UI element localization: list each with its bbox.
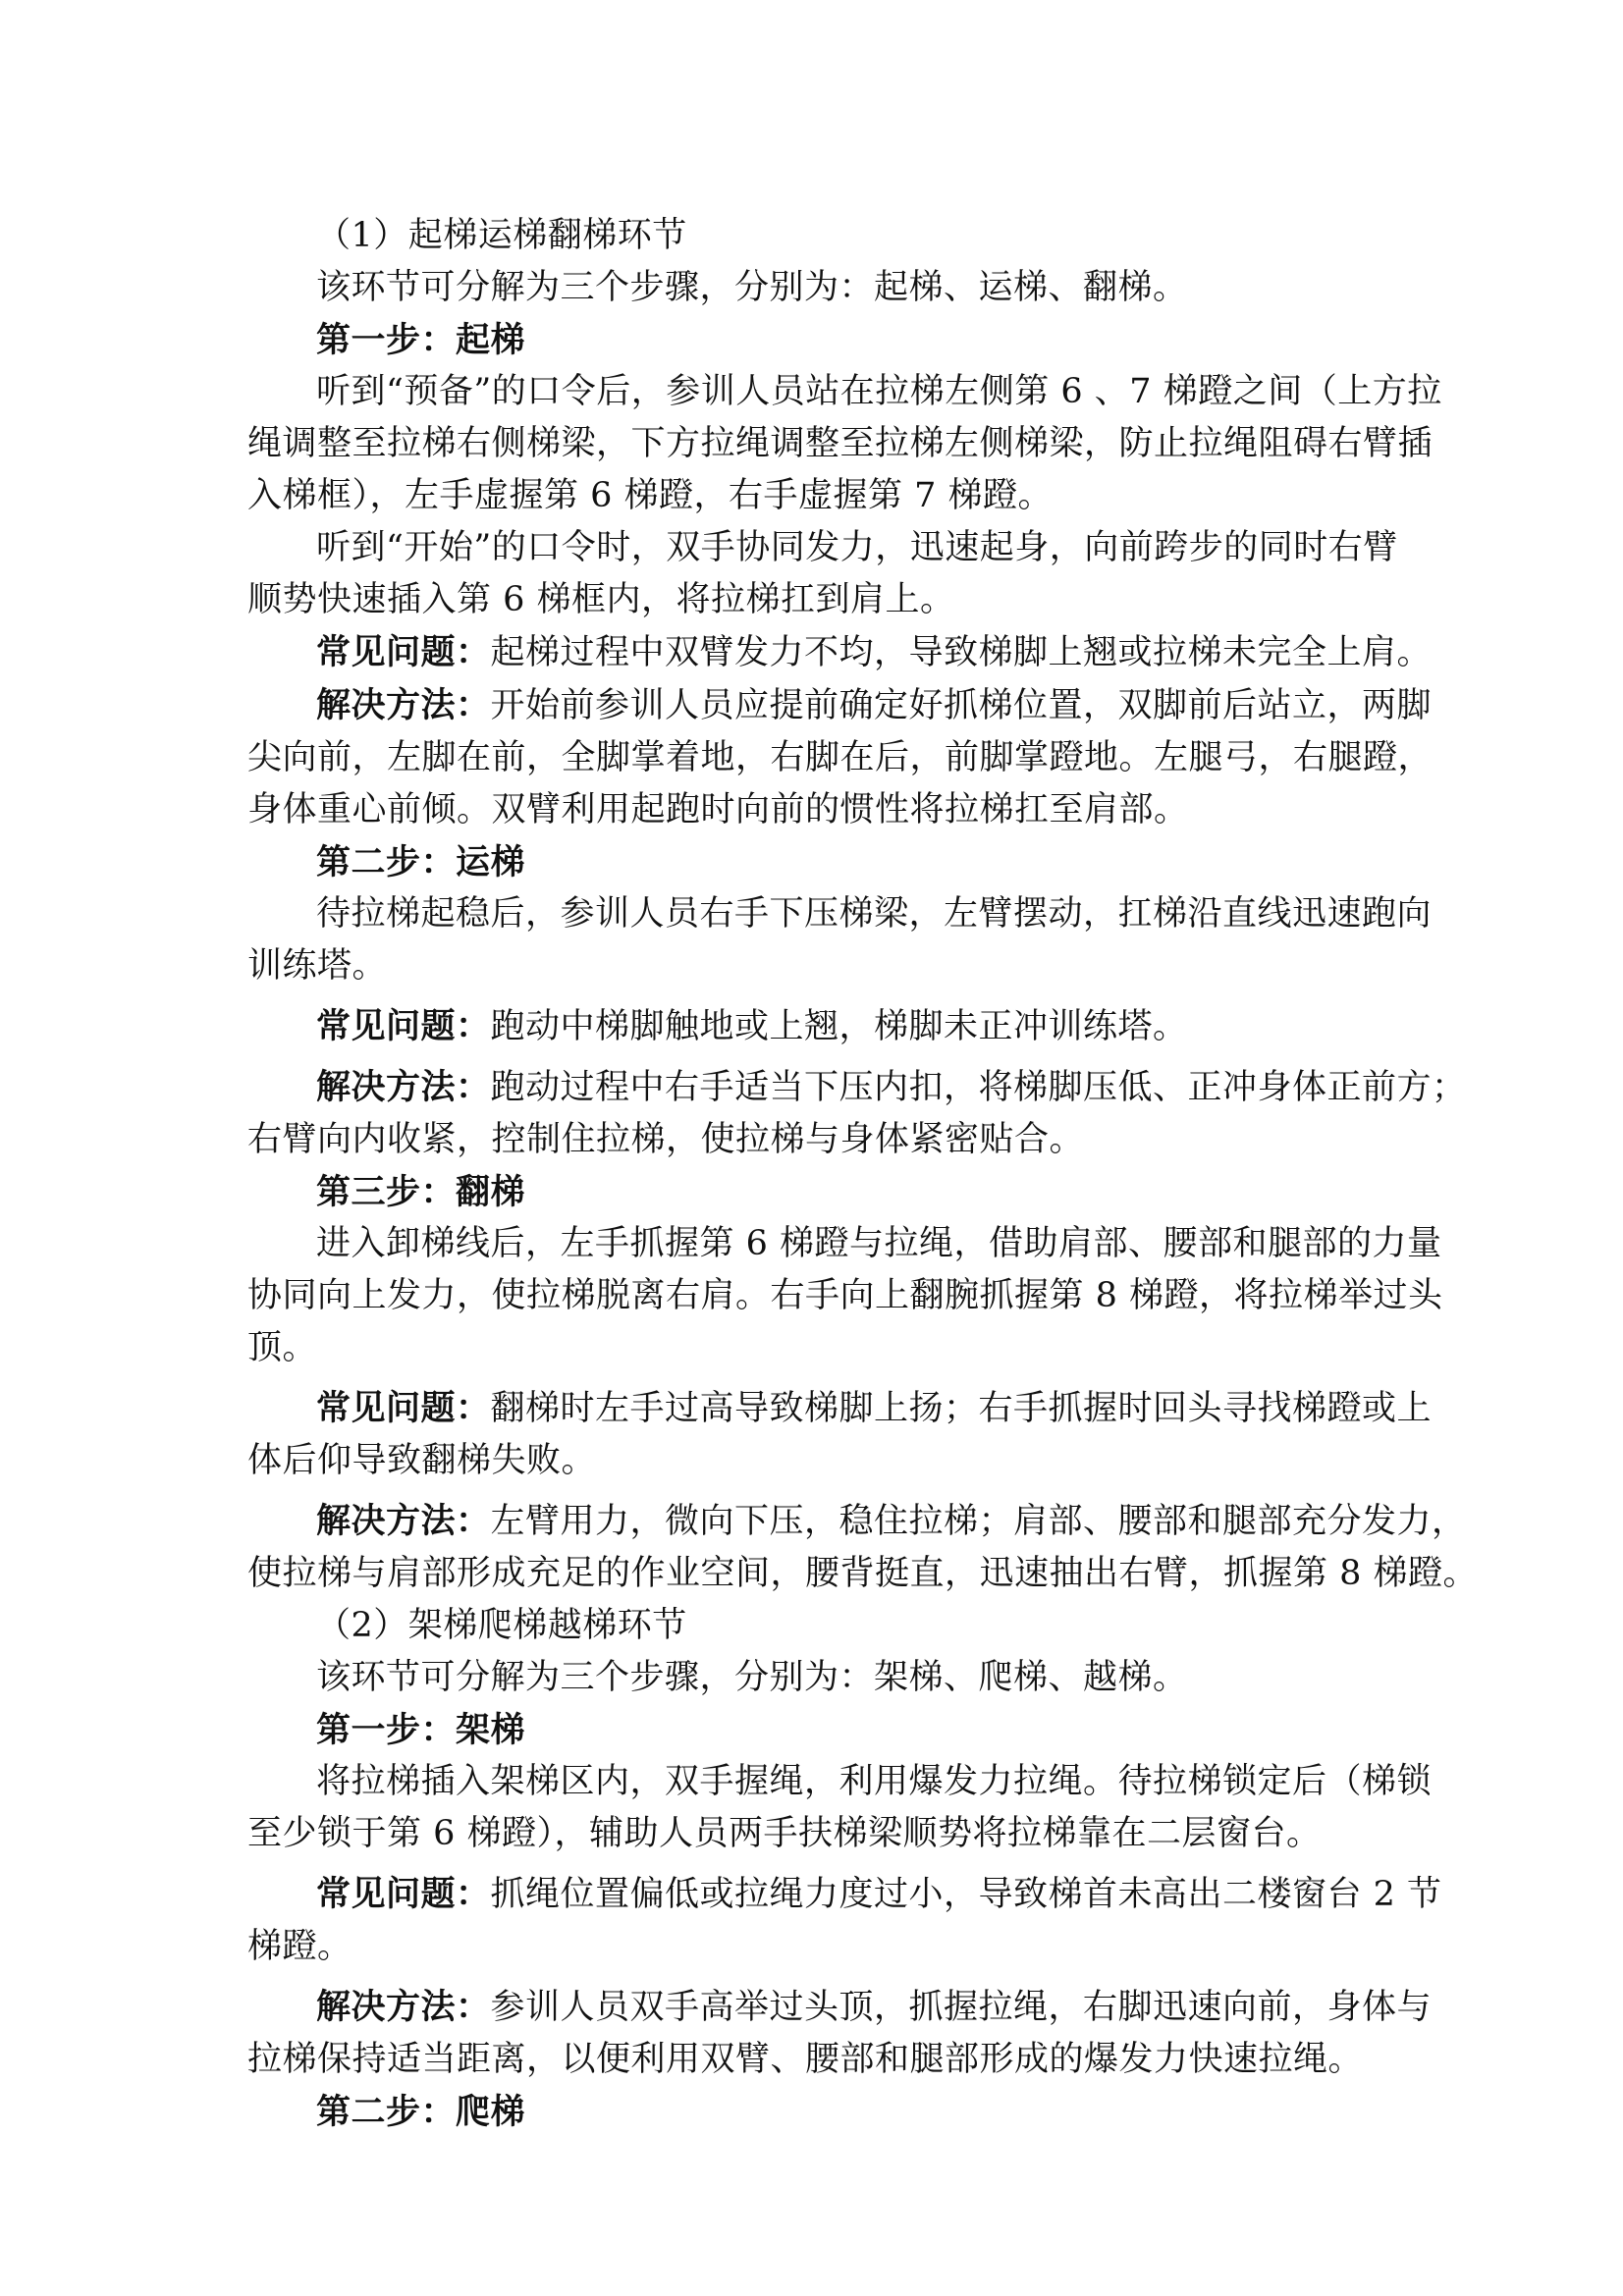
text-line: 右臂向内收紧，控制住拉梯，使拉梯与身体紧密贴合。 xyxy=(247,1120,1085,1159)
problem-paragraph xyxy=(247,1382,1433,1487)
text-line: 入梯框），左手虚握第 6 梯蹬，右手虚握第 7 梯蹬。 xyxy=(247,476,1054,515)
text-line: 听到“预备”的口令后，参训人员站在拉梯左侧第 6 、7 梯蹬之间（上方拉 xyxy=(316,372,1442,411)
problem-label: 常见问题： xyxy=(316,1006,491,1046)
text-line xyxy=(247,626,1433,679)
text-line: 体后仰导致翻梯失败。 xyxy=(247,1441,597,1480)
solution-label: 解决方法： xyxy=(316,1067,491,1107)
text-line: 绳调整至拉梯右侧梯梁，下方拉绳调整至拉梯左侧梯梁，防止拉绳阻碍右臂插 xyxy=(247,424,1434,463)
problem-paragraph xyxy=(247,626,1433,679)
problem-label: 常见问题： xyxy=(316,1874,491,1914)
text-line: 拉梯保持适当距离，以便利用双臂、腰部和腿部形成的爆发力快速拉绳。 xyxy=(247,2040,1364,2079)
problem-paragraph xyxy=(247,1000,1391,1053)
problem-text: 抓绳位置偏低或拉绳力度过小，导致梯首未高出二楼窗台 2 节 xyxy=(490,1875,1442,1914)
section-1-title: （1）起梯运梯翻梯环节 xyxy=(316,216,687,255)
solution-paragraph xyxy=(247,1981,1433,2086)
solution-text: 开始前参训人员应提前确定好抓梯位置，双脚前后站立，两脚 xyxy=(490,686,1433,725)
step-heading: 第一步：起梯 xyxy=(316,320,526,360)
problem-label: 常见问题： xyxy=(316,1388,491,1428)
text-line: 尖向前，左脚在前，全脚掌着地，右脚在后，前脚掌蹬地。左腿弓，右腿蹬， xyxy=(247,738,1434,777)
text-line xyxy=(247,1000,1391,1053)
text-line: 听到“开始”的口令时，双手协同发力，迅速起身，向前跨步的同时右臂 xyxy=(316,528,1398,567)
text-line xyxy=(247,1495,1467,1548)
section-1-intro: 该环节可分解为三个步骤，分别为：起梯、运梯、翻梯。 xyxy=(316,268,1188,307)
solution-paragraph xyxy=(247,1061,1467,1166)
problem-text: 翻梯时左手过高导致梯脚上扬；右手抓握时回头寻找梯蹬或上 xyxy=(490,1389,1433,1428)
text-line: 顶。 xyxy=(247,1328,318,1367)
solution-paragraph xyxy=(247,679,1434,836)
paragraph xyxy=(247,366,1442,522)
solution-label: 解决方法： xyxy=(316,1501,491,1541)
solution-text: 参训人员双手高举过头顶，抓握拉绳，右脚迅速向前，身体与 xyxy=(490,1988,1433,2027)
problem-text: 起梯过程中双臂发力不均，导致梯脚上翘或拉梯未完全上肩。 xyxy=(490,633,1433,672)
paragraph xyxy=(247,522,1398,626)
problem-text: 跑动中梯脚触地或上翘，梯脚未正冲训练塔。 xyxy=(490,1007,1188,1046)
text-line xyxy=(247,679,1433,732)
solution-text: 左臂用力，微向下压，稳住拉梯；肩部、腰部和腿部充分发力， xyxy=(490,1502,1467,1541)
text-line: 将拉梯插入架梯区内，双手握绳，利用爆发力拉绳。待拉梯锁定后（梯锁 xyxy=(316,1762,1433,1801)
section-2-title: （2）架梯爬梯越梯环节 xyxy=(316,1606,687,1645)
solution-label: 解决方法： xyxy=(316,685,491,725)
problem-label: 常见问题： xyxy=(316,632,491,672)
text-line: 进入卸梯线后，左手抓握第 6 梯蹬与拉绳，借助肩部、腰部和腿部的力量 xyxy=(316,1224,1442,1263)
text-line: 待拉梯起稳后，参训人员右手下压梯梁，左臂摆动，扛梯沿直线迅速跑向 xyxy=(316,894,1433,934)
text-line xyxy=(247,1868,1442,1921)
text-line: 训练塔。 xyxy=(247,946,388,986)
text-line xyxy=(247,1061,1467,1114)
step-heading: 第二步：运梯 xyxy=(316,842,526,882)
solution-label: 解决方法： xyxy=(316,1987,491,2027)
text-line xyxy=(247,1382,1433,1435)
paragraph xyxy=(247,1218,1443,1374)
problem-paragraph xyxy=(247,1868,1442,1973)
text-line: 至少锁于第 6 梯蹬），辅助人员两手扶梯梁顺势将拉梯靠在二层窗台。 xyxy=(247,1814,1322,1853)
solution-paragraph xyxy=(247,1495,1479,1600)
text-line: 使拉梯与肩部形成充足的作业空间，腰背挺直，迅速抽出右臂，抓握第 8 梯蹬。 xyxy=(247,1554,1479,1593)
paragraph xyxy=(247,888,1433,992)
solution-text: 跑动过程中右手适当下压内扣，将梯脚压低、正冲身体正前方； xyxy=(490,1068,1467,1107)
section-2-intro: 该环节可分解为三个步骤，分别为：架梯、爬梯、越梯。 xyxy=(316,1658,1188,1697)
text-line xyxy=(247,1981,1433,2034)
text-line: 身体重心前倾。双臂利用起跑时向前的惯性将拉梯扛至肩部。 xyxy=(247,790,1189,829)
text-line: 梯蹬。 xyxy=(247,1927,352,1966)
paragraph xyxy=(247,1756,1433,1860)
document-page xyxy=(247,210,1479,2138)
step-heading: 第三步：翻梯 xyxy=(316,1172,526,1212)
step-heading: 第二步：爬梯 xyxy=(316,2092,526,2132)
text-line: 顺势快速插入第 6 梯框内，将拉梯扛到肩上。 xyxy=(247,580,955,619)
text-line: 协同向上发力，使拉梯脱离右肩。右手向上翻腕抓握第 8 梯蹬，将拉梯举过头 xyxy=(247,1276,1443,1315)
step-heading: 第一步：架梯 xyxy=(316,1710,526,1750)
